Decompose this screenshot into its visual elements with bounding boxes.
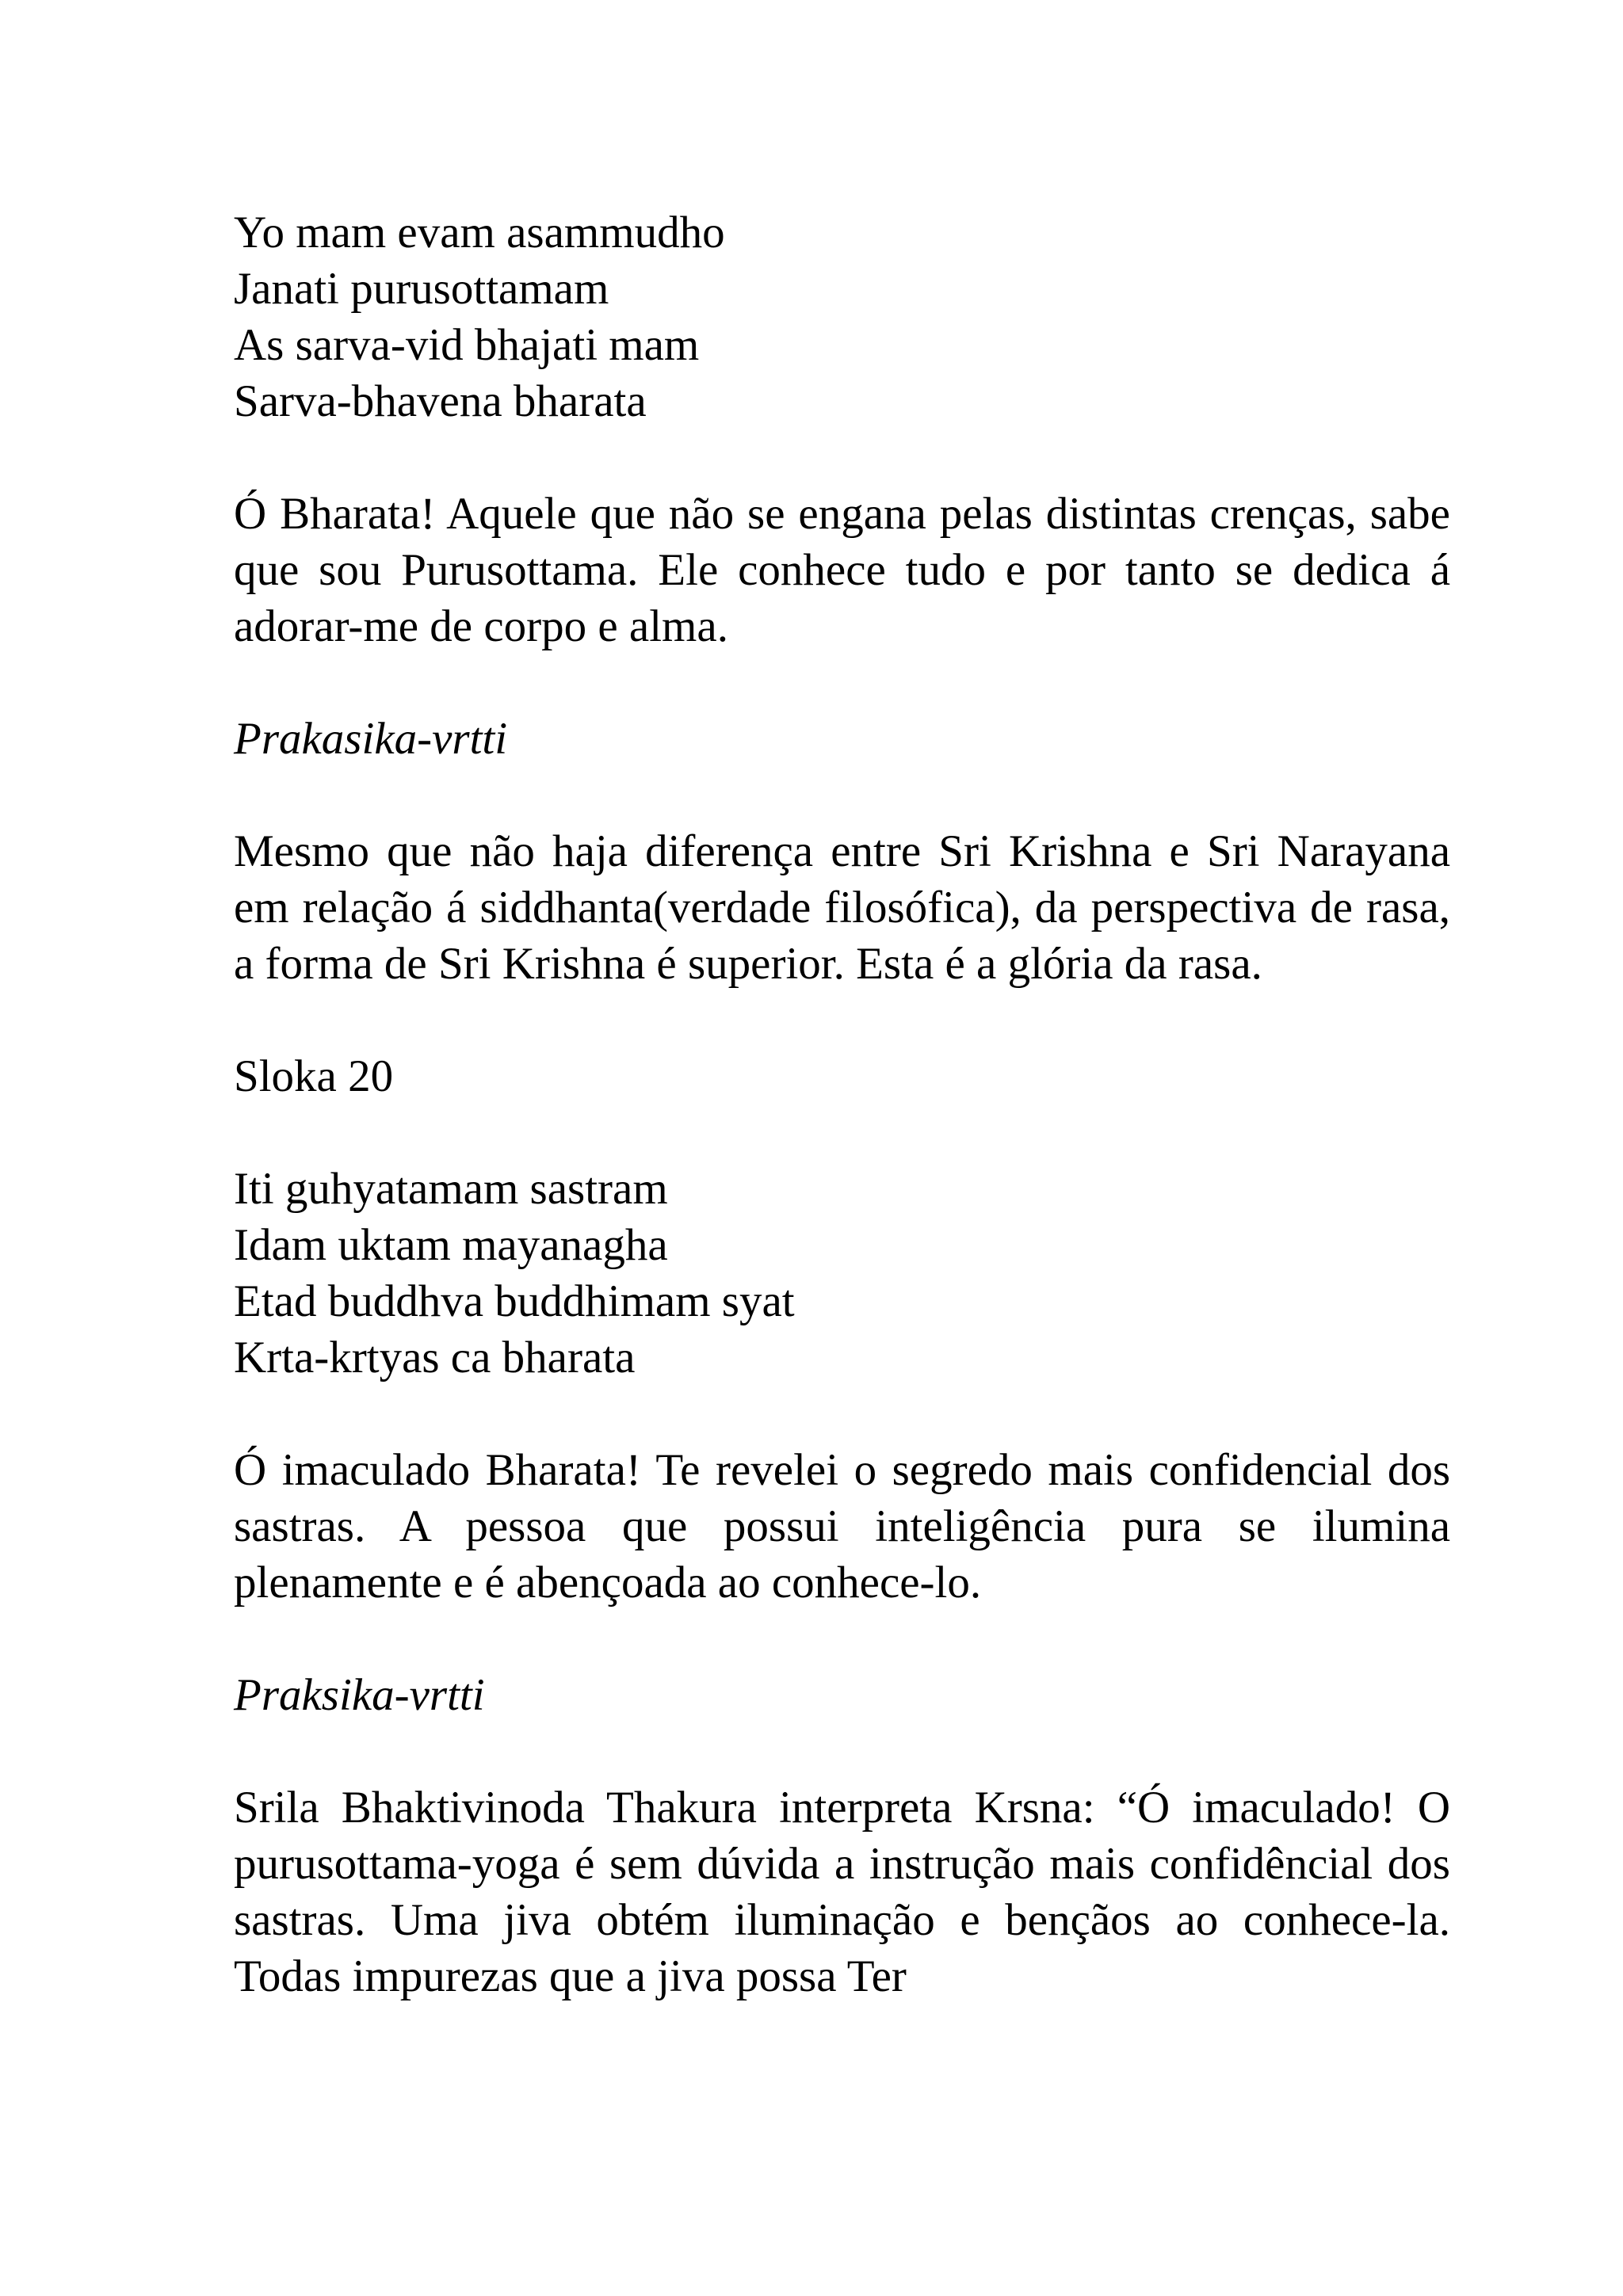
verse-line: Janati purusottamam	[234, 264, 609, 314]
verse-line: As sarva-vid bhajati mam	[234, 320, 700, 370]
verse-line: Iti guhyatamam sastram	[234, 1164, 668, 1214]
verse-19	[234, 204, 1450, 429]
commentary-20: Srila Bhaktivinoda Thakura interpreta Krsna: “Ó imaculado! O purusottama-yoga é sem dúvida a instrução mais confidêncial dos sastras. Uma jiva obtém iluminação e bençãos ao conhece-la. Todas impurezas que a jiva possa Ter	[234, 1783, 1450, 2001]
verse-line: Krta-krtyas ca bharata	[234, 1333, 636, 1383]
verse-line: Idam uktam mayanagha	[234, 1220, 668, 1270]
verse-line: Yo mam evam asammudho	[234, 208, 725, 257]
verse-line: Sarva-bhavena bharata	[234, 376, 647, 426]
sloka-heading: Sloka 20	[234, 1051, 394, 1101]
document-page	[234, 204, 1450, 2004]
commentary-heading-2: Praksika-vrtti	[234, 1670, 485, 1720]
translation-20: Ó imaculado Bharata! Te revelei o segredo mais confidencial dos sastras. A pessoa que possui inteligência pura se ilumina plenamente e é abençoada ao conhece-lo.	[234, 1445, 1450, 1608]
verse-line: Etad buddhva buddhimam syat	[234, 1276, 795, 1326]
verse-20	[234, 1161, 1450, 1386]
commentary-19: Mesmo que não haja diferença entre Sri Krishna e Sri Narayana em relação á siddhanta(verdade filosófica), da perspectiva de rasa, a forma de Sri Krishna é superior. Esta é a glória da rasa.	[234, 826, 1450, 989]
translation-19: Ó Bharata! Aquele que não se engana pelas distintas crenças, sabe que sou Purusottama. Ele conhece tudo e por tanto se dedica á adorar-me de corpo e alma.	[234, 489, 1450, 651]
commentary-heading-1: Prakasika-vrtti	[234, 714, 508, 764]
